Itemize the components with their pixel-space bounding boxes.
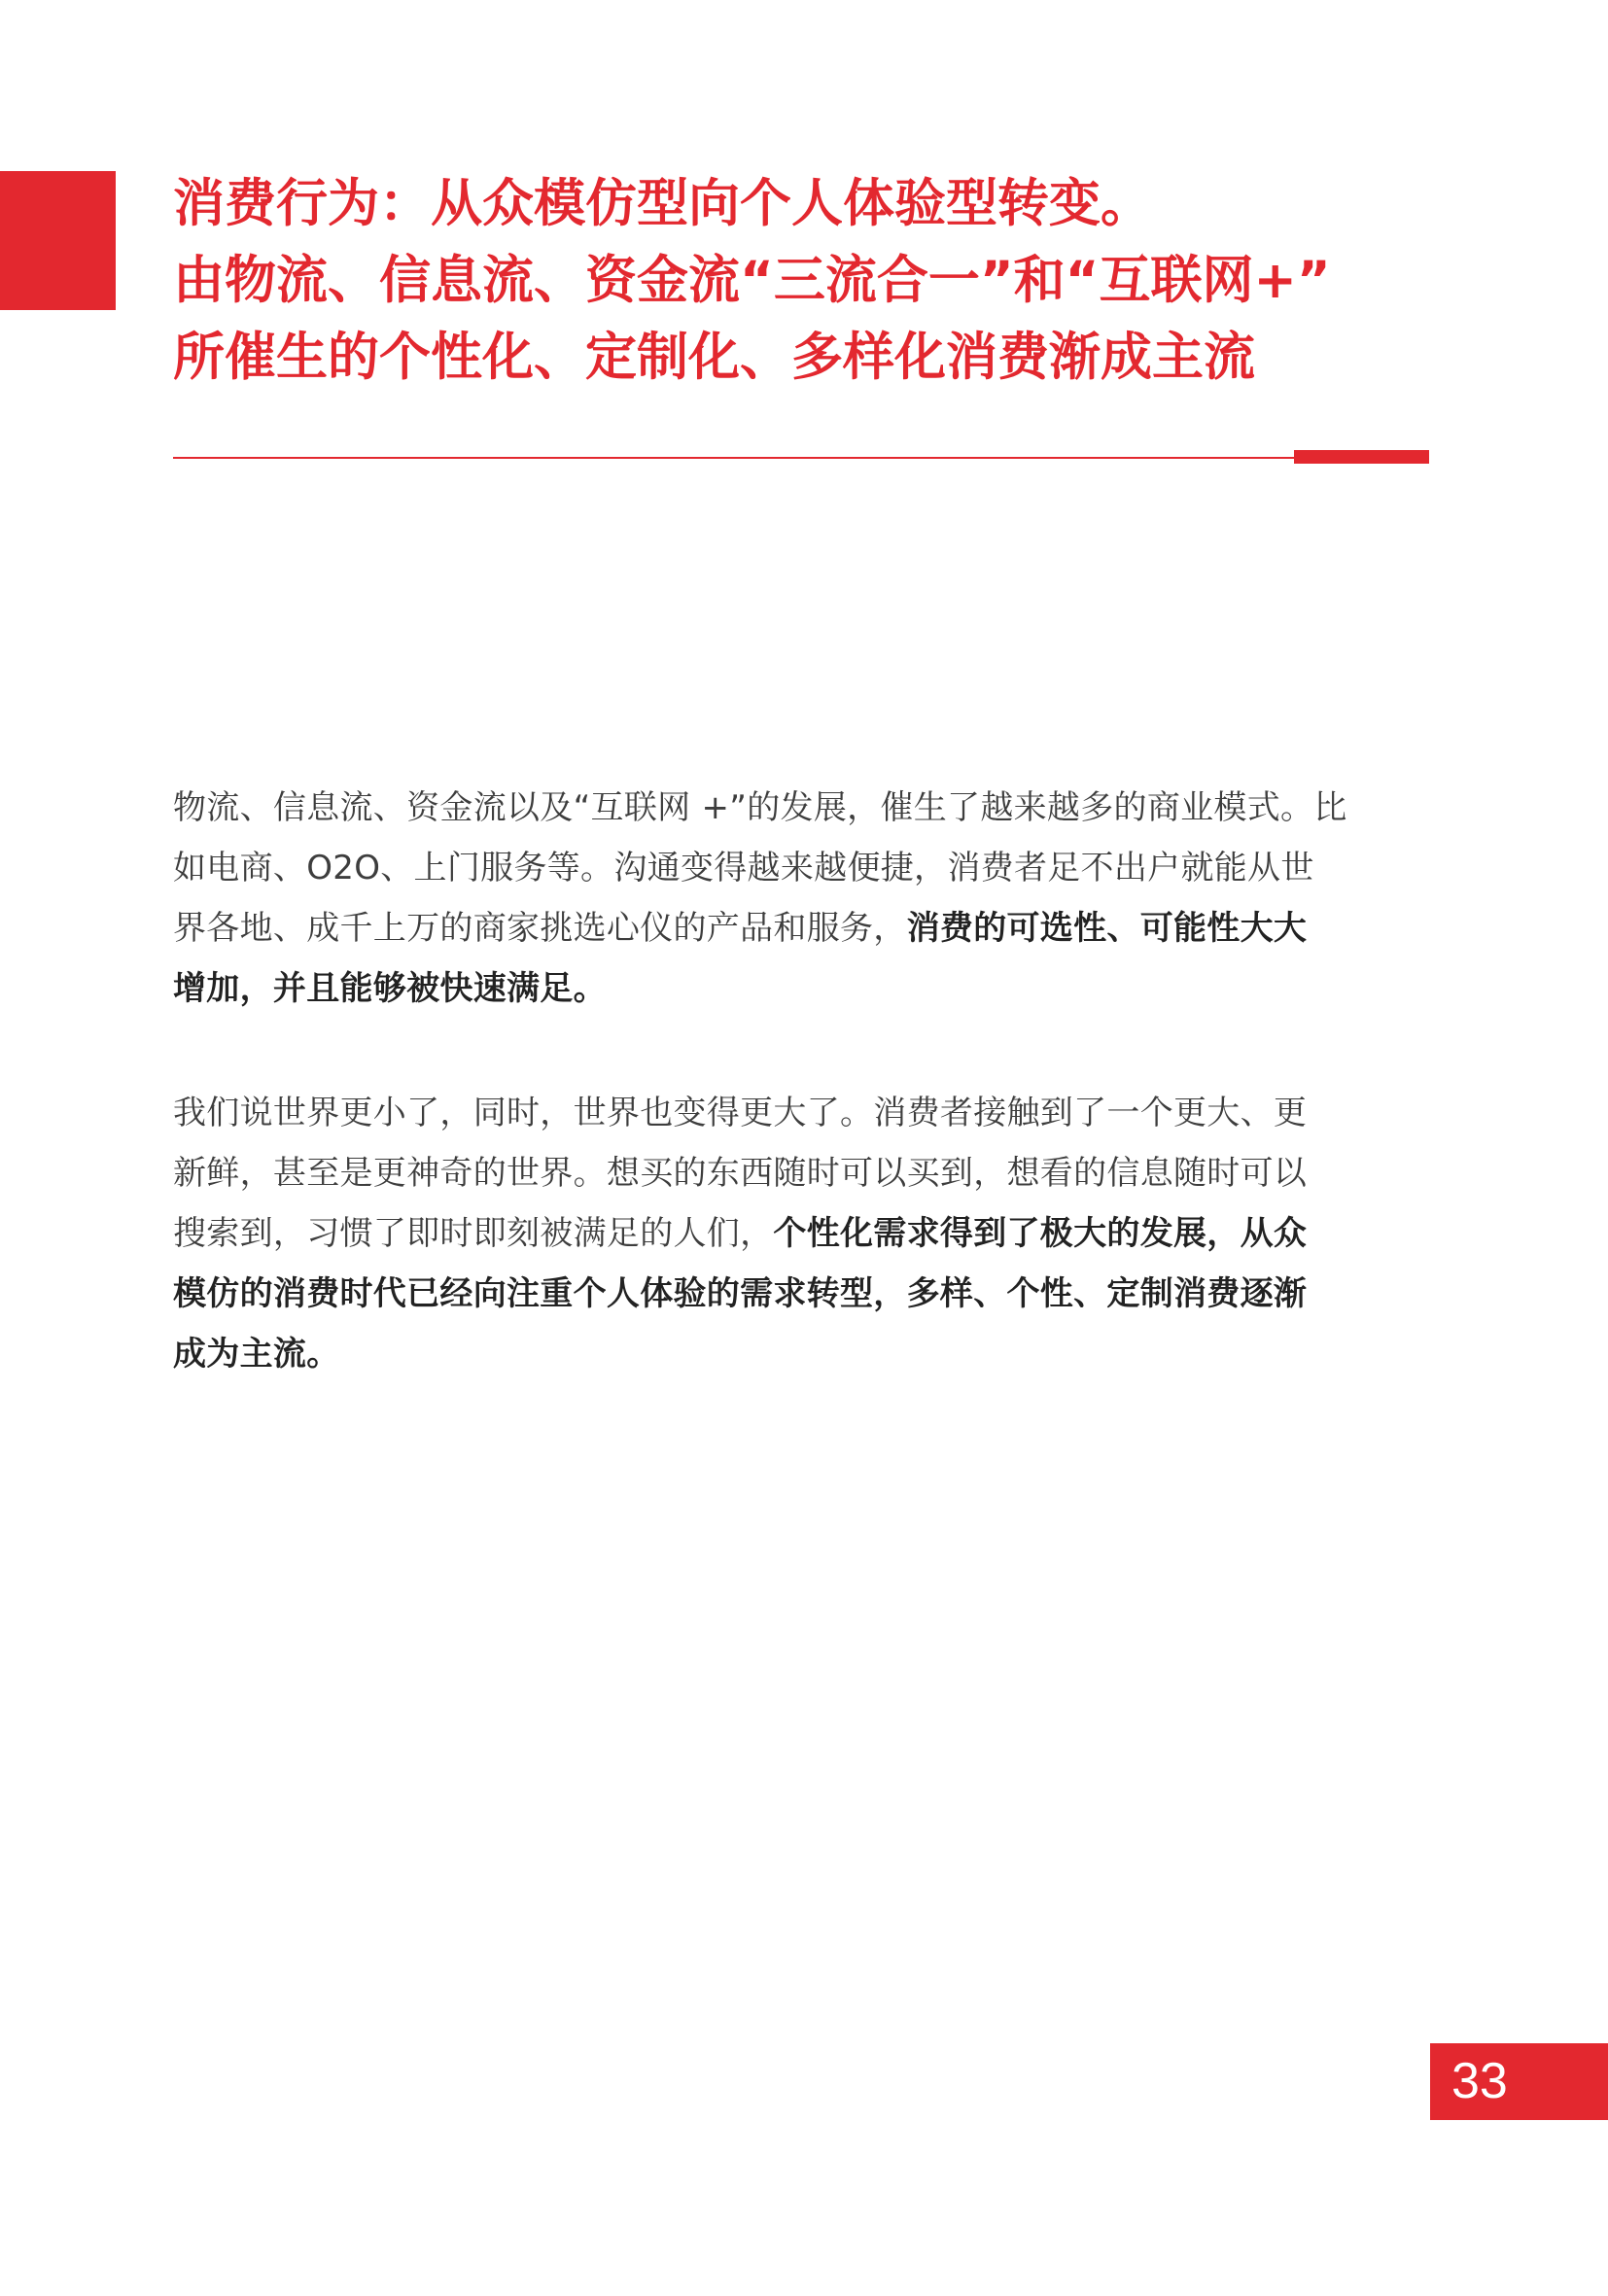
paragraph-line: 如电商、O2O、上门服务等。沟通变得越来越便捷，消费者足不出户就能从世 <box>173 849 1314 887</box>
accent-block <box>0 171 116 310</box>
page-number: 33 <box>1430 2043 1608 2120</box>
paragraph-line: 新鲜，甚至是更神奇的世界。想买的东西随时可以买到，想看的信息随时可以 <box>173 1154 1308 1193</box>
heading-line: 由物流、信息流、资金流“三流合一”和“互联网+” <box>173 251 1331 310</box>
emphasis-text: 模仿的消费时代已经向注重个人体验的需求转型，多样、个性、定制消费逐渐 <box>173 1274 1308 1313</box>
body-paragraph-1 <box>173 778 1433 1019</box>
heading-line: 所催生的个性化、定制化、多样化消费渐成主流 <box>173 328 1255 387</box>
emphasis-text: 增加，并且能够被快速满足。 <box>173 969 607 1008</box>
emphasis-text: 消费的可选性、可能性大大 <box>906 909 1308 948</box>
paragraph-line: 我们说世界更小了，同时，世界也变得更大了。消费者接触到了一个更大、更 <box>173 1094 1308 1132</box>
heading-divider <box>173 457 1429 459</box>
heading-line: 消费行为：从众模仿型向个人体验型转变。 <box>173 174 1152 233</box>
paragraph-line: 搜索到，习惯了即时即刻被满足的人们，个性化需求得到了极大的发展，从众 <box>173 1214 1308 1253</box>
paragraph-line: 界各地、成千上万的商家挑选心仪的产品和服务，消费的可选性、可能性大大 <box>173 909 1308 948</box>
heading-divider-accent <box>1294 450 1429 464</box>
body-paragraph-2 <box>173 1083 1433 1384</box>
paragraph-line <box>173 1264 1433 1324</box>
paragraph-line: 物流、信息流、资金流以及“互联网 +”的发展，催生了越来越多的商业模式。比 <box>173 788 1347 827</box>
paragraph-line <box>173 958 1433 1019</box>
paragraph-line <box>173 1324 1433 1384</box>
section-heading <box>173 165 1495 396</box>
emphasis-text: 个性化需求得到了极大的发展，从众 <box>773 1214 1308 1253</box>
emphasis-text: 成为主流。 <box>173 1335 340 1374</box>
